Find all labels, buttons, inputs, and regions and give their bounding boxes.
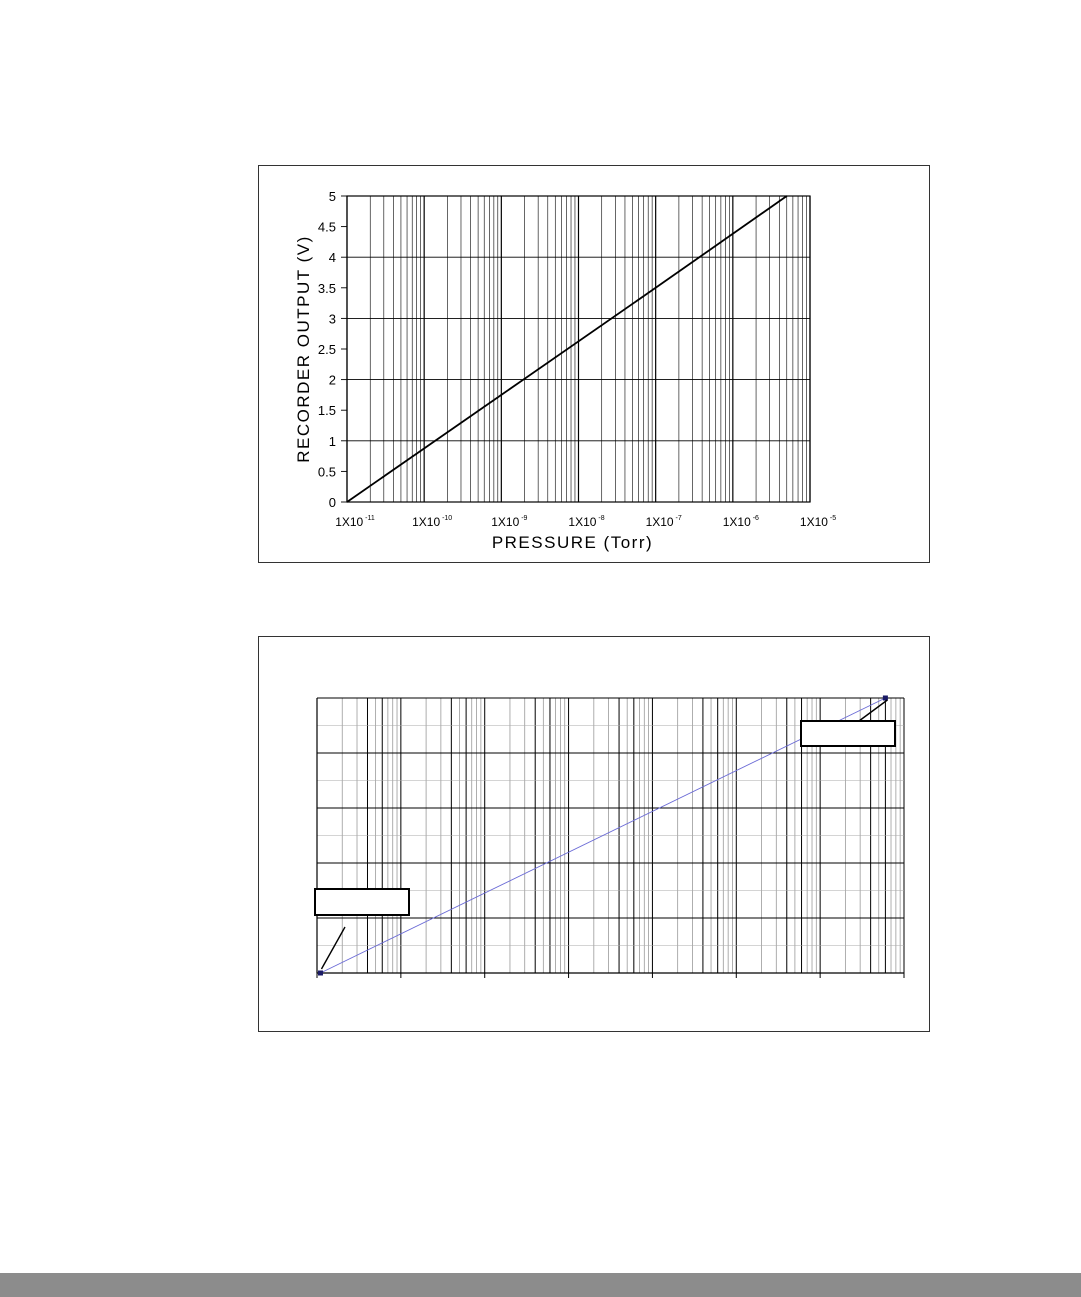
y-tick-label: 4.5: [317, 219, 336, 235]
x-axis-label: PRESSURE (Torr): [491, 533, 654, 552]
y-tick-label: 3: [328, 311, 336, 327]
x-tick-label: 1X10 $^{-8}$: [568, 515, 605, 529]
y-tick-label: 3.5: [317, 280, 336, 296]
x-tick-label: 1X10 $^{-7}$: [645, 515, 682, 529]
callout-box-high: [801, 721, 895, 746]
y-tick-label: 1: [328, 433, 336, 449]
recorder-output-plot: [259, 166, 931, 564]
y-tick-label: 2.5: [317, 342, 336, 357]
callout-leader-high: [859, 700, 887, 721]
x-tick-label: 1X10 $^{-11}$: [335, 515, 375, 529]
calibration-plot: [259, 637, 931, 1033]
x-tick-label: 1X10 $^{-9}$: [491, 515, 528, 529]
x-tick-label: 1X10 $^{-10}$: [412, 515, 453, 529]
callout-box-low: [315, 889, 409, 915]
calibration-chart: [258, 636, 930, 1032]
x-tick-label: 1X10 $^{-5}$: [799, 515, 837, 529]
recorder-output-chart: [258, 165, 930, 563]
y-tick-label: 4: [328, 250, 336, 266]
data-point-marker: [318, 971, 323, 976]
y-tick-label: 0: [328, 495, 336, 510]
y-tick-label: 1.5: [317, 403, 336, 419]
y-tick-label: 0.5: [317, 464, 336, 480]
x-tick-label: 1X10 $^{-6}$: [722, 515, 759, 529]
y-axis-label: RECORDER OUTPUT (V): [294, 235, 313, 463]
page-footer-bar: [0, 1273, 1081, 1297]
y-tick-label: 5: [328, 189, 336, 204]
y-tick-label: 2: [328, 372, 336, 388]
